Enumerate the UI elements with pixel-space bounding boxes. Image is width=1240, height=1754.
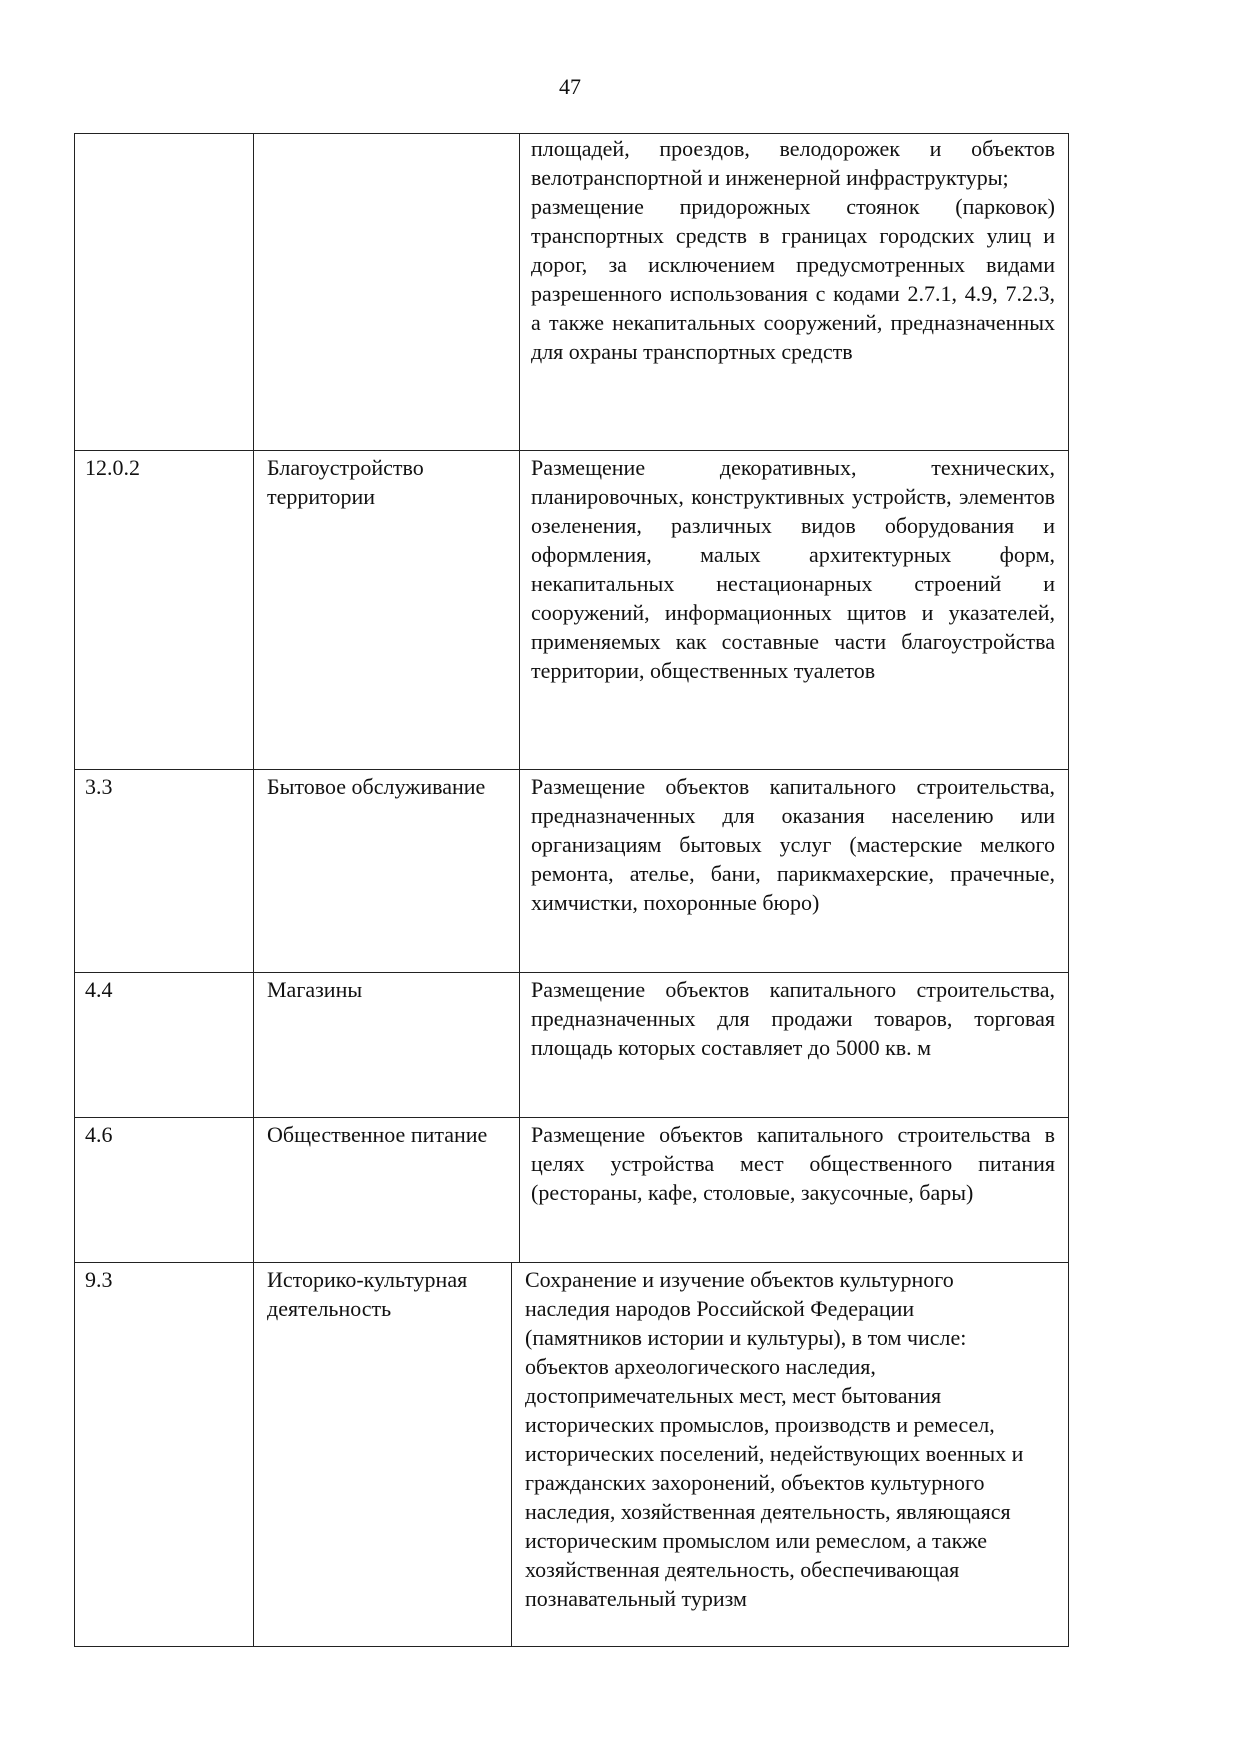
table-row [74, 1118, 1069, 1263]
land-use-table [74, 133, 1069, 1647]
row-code: 9.3 [85, 1267, 113, 1292]
description-paragraph: Размещение декоративных, технических, планировочных, конструктивных устройств, элементов озеленения, различных видов оборудования и оформления, малых архитектурных форм, некапитальных нестационарных строений и сооружений, информационных щитов и указателей, применяемых как составные части благоустройства территории, общественных туалетов [531, 455, 1055, 683]
row-description [531, 453, 1055, 685]
row-code: 4.6 [85, 1122, 113, 1147]
row-name: Магазины [267, 977, 363, 1002]
column-divider [519, 134, 520, 450]
column-divider [253, 1118, 254, 1262]
row-description [531, 975, 1055, 1062]
description-paragraph: Размещение объектов капитального строительства в целях устройства мест общественного питания (рестораны, кафе, столовые, закусочные, бары) [531, 1122, 1055, 1205]
row-name: Общественное питание [267, 1122, 488, 1147]
row-code: 3.3 [85, 774, 113, 799]
description-paragraph: Размещение объектов капитального строительства, предназначенных для оказания населению или организациям бытовых услуг (мастерские мелкого ремонта, ателье, бани, парикмахерские, прачечные, химчистки, похоронные бюро) [531, 774, 1055, 915]
table-row [74, 973, 1069, 1118]
row-code: 4.4 [85, 977, 113, 1002]
table-row [74, 770, 1069, 973]
column-divider [253, 973, 254, 1117]
table-row [74, 1263, 1069, 1647]
column-divider [253, 1263, 254, 1646]
column-divider [253, 451, 254, 769]
description-paragraph: Сохранение и изучение объектов культурного наследия народов Российской Федерации (памятников истории и культуры), в том числе: объектов археологического наследия, достопримечательных мест, мест бытования исторических промыслов, производств и ремесел, исторических поселений, недействующих военных и гражданских захоронений, объектов культурного наследия, хозяйственная деятельность, являющаяся историческим промыслом или ремеслом, а также хозяйственная деятельность, обеспечивающая познавательный туризм [525, 1267, 1024, 1611]
row-name: Историко-культурная деятельность [267, 1267, 468, 1321]
row-name: Бытовое обслуживание [267, 774, 486, 799]
row-code: 12.0.2 [85, 455, 140, 480]
column-divider [253, 770, 254, 972]
row-name: Благоустройство территории [267, 455, 424, 509]
table-row [74, 133, 1069, 451]
description-paragraph: размещение придорожных стоянок (парковок) транспортных средств в границах городских улиц и дорог, за исключением предусмотренных видами разрешенного использования с кодами 2.7.1, 4.9, 7.2.3, а также некапитальных сооружений, предназначенных для охраны транспортных средств [531, 194, 1055, 364]
row-description [525, 1265, 1025, 1613]
row-description [531, 1120, 1055, 1207]
description-paragraph: Размещение объектов капитального строительства, предназначенных для продажи товаров, торговая площадь которых составляет до 5000 кв. м [531, 977, 1055, 1060]
row-description [531, 134, 1055, 366]
row-description [531, 772, 1055, 917]
description-paragraph: площадей, проездов, велодорожек и объектов велотранспортной и инженерной инфраструктуры; [531, 136, 1055, 190]
page-number: 47 [559, 74, 581, 99]
column-divider [253, 134, 254, 450]
table-row [74, 451, 1069, 770]
